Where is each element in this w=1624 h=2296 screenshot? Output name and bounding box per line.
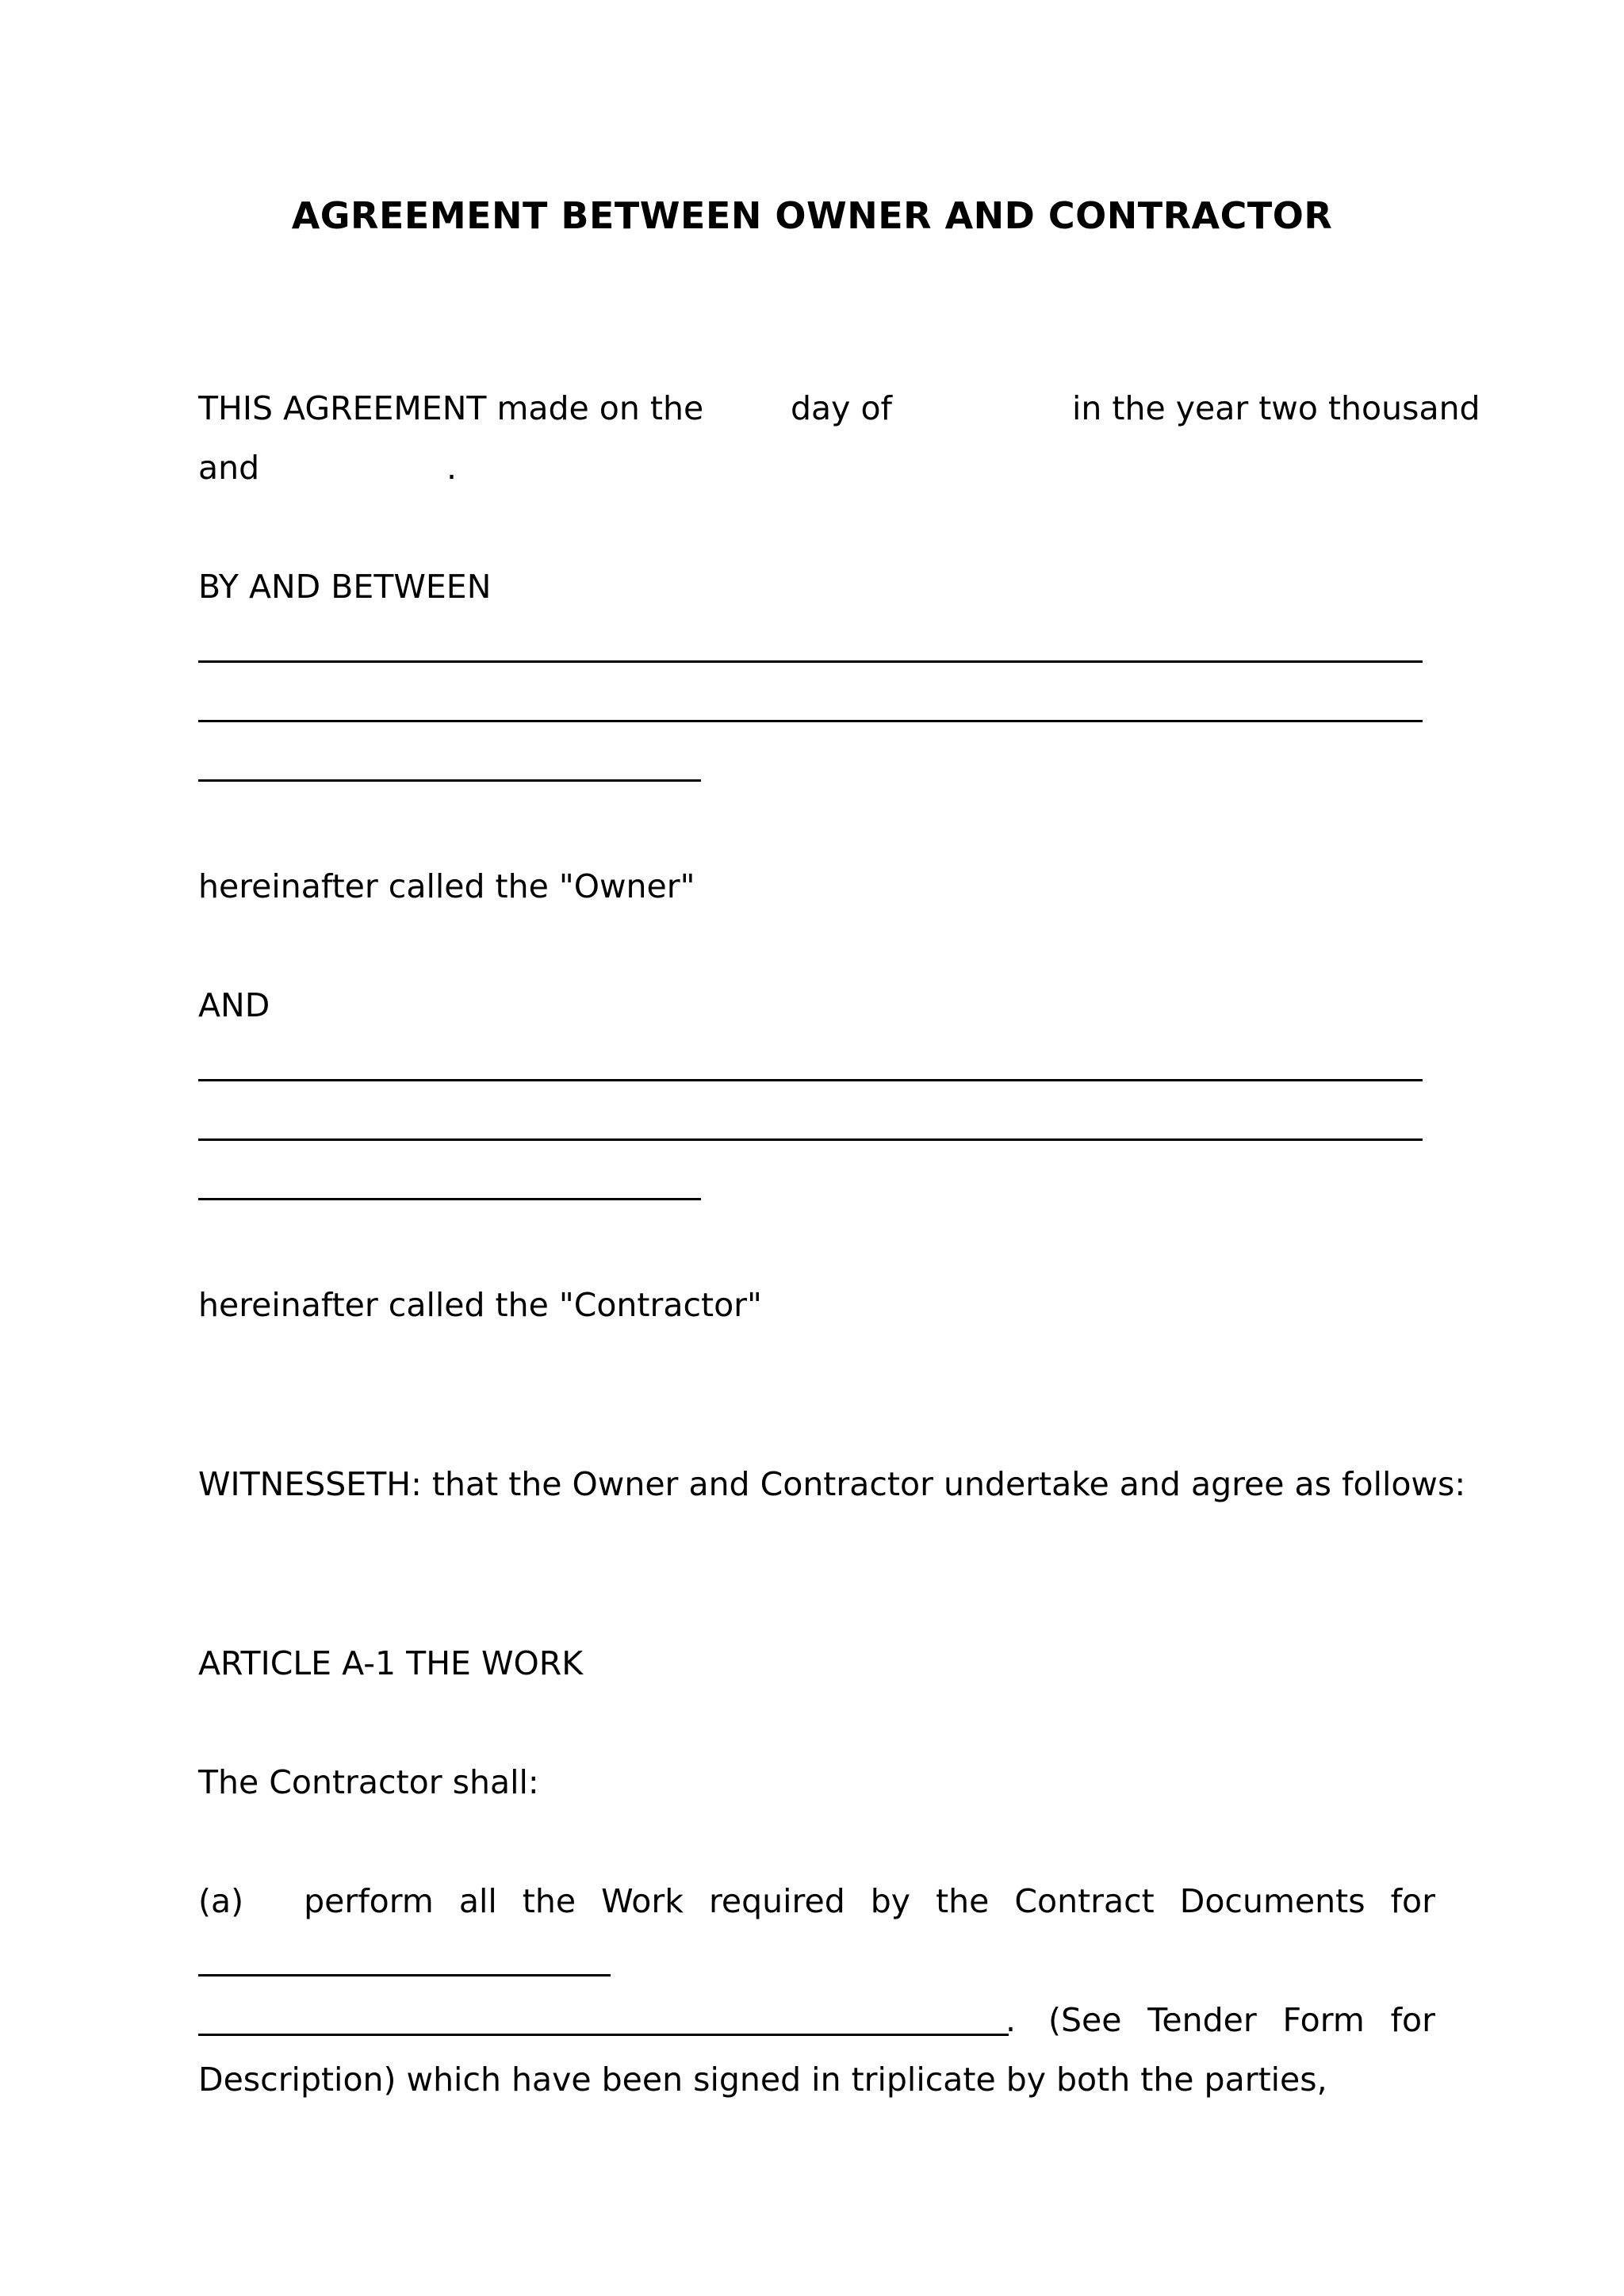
intro-text-period: . bbox=[446, 449, 458, 487]
by-and-between-label: BY AND BETWEEN bbox=[198, 568, 492, 606]
item-a-blank-line-1 bbox=[198, 1974, 611, 1976]
item-a-word: Work bbox=[601, 1882, 684, 1920]
owner-name-line-2 bbox=[198, 720, 1423, 722]
intro-text-and: and bbox=[198, 449, 260, 487]
contractor-name-line-3 bbox=[198, 1198, 701, 1200]
item-a-word: for bbox=[1390, 1882, 1435, 1920]
item-a-see-word: (See bbox=[1048, 2001, 1122, 2039]
contractor-label: hereinafter called the "Contractor" bbox=[198, 1286, 762, 1324]
item-a-period: . bbox=[1005, 2001, 1017, 2039]
intro-text-year: in the year two thousand bbox=[1072, 389, 1480, 427]
item-a-word: the bbox=[522, 1882, 576, 1920]
contractor-name-line-2 bbox=[198, 1138, 1423, 1141]
item-a-see-word: Tender bbox=[1147, 2001, 1257, 2039]
item-a-word: the bbox=[936, 1882, 990, 1920]
document-title: AGREEMENT BETWEEN OWNER AND CONTRACTOR bbox=[291, 194, 1333, 237]
item-a-word: required bbox=[708, 1882, 845, 1920]
item-a-word: by bbox=[870, 1882, 911, 1920]
item-a-blank-line-2 bbox=[198, 2034, 1009, 2036]
item-a-line-1 bbox=[198, 1882, 1435, 1920]
item-a-line-2 bbox=[1048, 2001, 1435, 2039]
owner-name-line-3 bbox=[198, 779, 701, 782]
item-a-word: Contract bbox=[1014, 1882, 1155, 1920]
contractor-name-line-1 bbox=[198, 1079, 1423, 1081]
article-heading: ARTICLE A-1 THE WORK bbox=[198, 1644, 584, 1682]
witnesseth-clause: WITNESSETH: that the Owner and Contractor undertake and agree as follows: bbox=[198, 1465, 1466, 1503]
item-a-word: Documents bbox=[1179, 1882, 1365, 1920]
intro-text-day-of: day of bbox=[791, 389, 892, 427]
item-a-word: perform bbox=[304, 1882, 434, 1920]
owner-name-line-1 bbox=[198, 660, 1423, 663]
and-label: AND bbox=[198, 986, 270, 1024]
contractor-shall-text: The Contractor shall: bbox=[198, 1763, 539, 1801]
item-a-see-word: Form bbox=[1282, 2001, 1365, 2039]
item-a-marker: (a) bbox=[198, 1882, 244, 1920]
item-a-word: all bbox=[458, 1882, 497, 1920]
item-a-line-3: Description) which have been signed in triplicate by both the parties, bbox=[198, 2061, 1327, 2099]
owner-label: hereinafter called the "Owner" bbox=[198, 867, 695, 905]
intro-text-made-on: THIS AGREEMENT made on the bbox=[198, 389, 704, 427]
item-a-see-word: for bbox=[1390, 2001, 1435, 2039]
